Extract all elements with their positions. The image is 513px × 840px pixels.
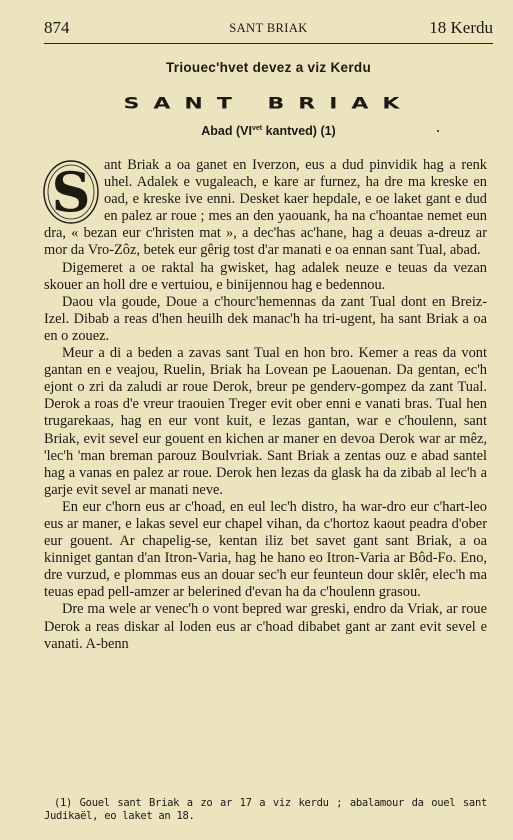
paragraph: Meur a di a beden a zavas sant Tual en hon bro. Kemer a reas da vont gantan en e veajou, Ruelin, Briak ha Lovean pe Laouenan. Da gentan, ec'h ejont o zri da zaludi ar roue Derok, breur pe genderv-gompez da zant Tual. Derok a roas d'e vreur traouien Treger evit ober enni e vanati bras. Tual hen trugarekaas, hag en eur vont kuit, e lezas gantan, war e c'houlenn, sant Briak, evit sevel eur gouent en kichen ar maner en devoa Derok war ar mêz, 'lec'h 'man breman parouz Boulvriak. Sant Briak a zentas ouz e abad santel hag a vanas en palez ar roue. Derok hen lezas da glask ha da zibab al lec'h a garje evit sevel ar manati neve. — [44, 345, 487, 498]
paragraph-text: ant Briak a oa ganet en Iverzon, eus a dud pinvidik hag a renk uhel. Adalek e vugaleach, e kare ar furnez, ha dre ma kreske en oad, e kreske ive enni. Desket kaer hepdale, e oe laket gant e dud en palez ar roue ; mes an den yaouank, ha na c'hoantae nemet eun dra, « bezan eur c'hristen mat », a dec'has ac'hane, hag a deuas a-dreuz ar mor da Vro-Zôz, betek eur gêrig tost d'ar manati e oa ennan sant Tual, abad. — [44, 157, 487, 259]
header-rule — [44, 43, 493, 44]
running-header — [44, 18, 493, 40]
paragraph: En eur c'horn eus ar c'hoad, en eul lec'h distro, ha war-dro eur c'hart-leo eus ar maner, e lakas sevel eur chapel vihan, da c'hortoz kaout peadra d'ober eur gouent. Ar chapelig-se, kentan iliz bet savet gant sant Briak, a oa kinniget gantan d'an Itron-Varia, hag he hano eo Itron-Varia ar Bôd-Fo. Eno, dre vurzud, e plommas eus an douar sec'h eur feunteun dour sklêr, elec'h ma teuas epad pell-amzer ar belerined d'evan ha da c'houlenn grasou. — [44, 498, 487, 601]
header-date: 18 Kerdu — [429, 18, 493, 37]
subtitle-text-end: kantved) (1) — [262, 124, 336, 138]
page-number: 874 — [44, 18, 70, 37]
article-body — [44, 157, 487, 653]
paragraph: Daou vla goude, Doue a c'hourc'hemennas da zant Tual dont en Breiz-Izel. Dibab a reas d'hen heuilh dek manac'h ha tri-ugent, ha sant Briak a oa en o zouez. — [44, 293, 487, 344]
paragraph: Digemeret a oe raktal ha gwisket, hag adalek neuze e teuas da vezan skouer an holl dre e vertuiou, e binijennou hag e bedennou. — [44, 259, 487, 293]
running-title: SANT BRIAK — [229, 21, 308, 35]
day-subheading: Triouec'hvet devez a viz Kerdu — [165, 60, 372, 75]
subtitle-superscript: vet — [251, 124, 263, 132]
saint-subtitle — [44, 124, 493, 138]
footnote: (1) Gouel sant Briak a zo ar 17 a viz kerdu ; abalamour da ouel sant Judikaël, eo laket an 18. — [44, 797, 487, 822]
saint-title: SANT BRIAK — [123, 95, 414, 113]
stray-mark — [437, 130, 439, 132]
subtitle-text: Abad (VI — [201, 124, 252, 138]
dropcap-s — [42, 159, 100, 225]
paragraph: Dre ma wele ar venec'h o vont bepred war greski, endro da Vriak, ar roue Derok a reas diskar al loden eus ar c'hoad dibabet gant ar zant evit sevel e vanati. A-benn — [44, 601, 487, 652]
dropcap-letter: S — [51, 160, 91, 224]
paragraph — [44, 157, 487, 260]
